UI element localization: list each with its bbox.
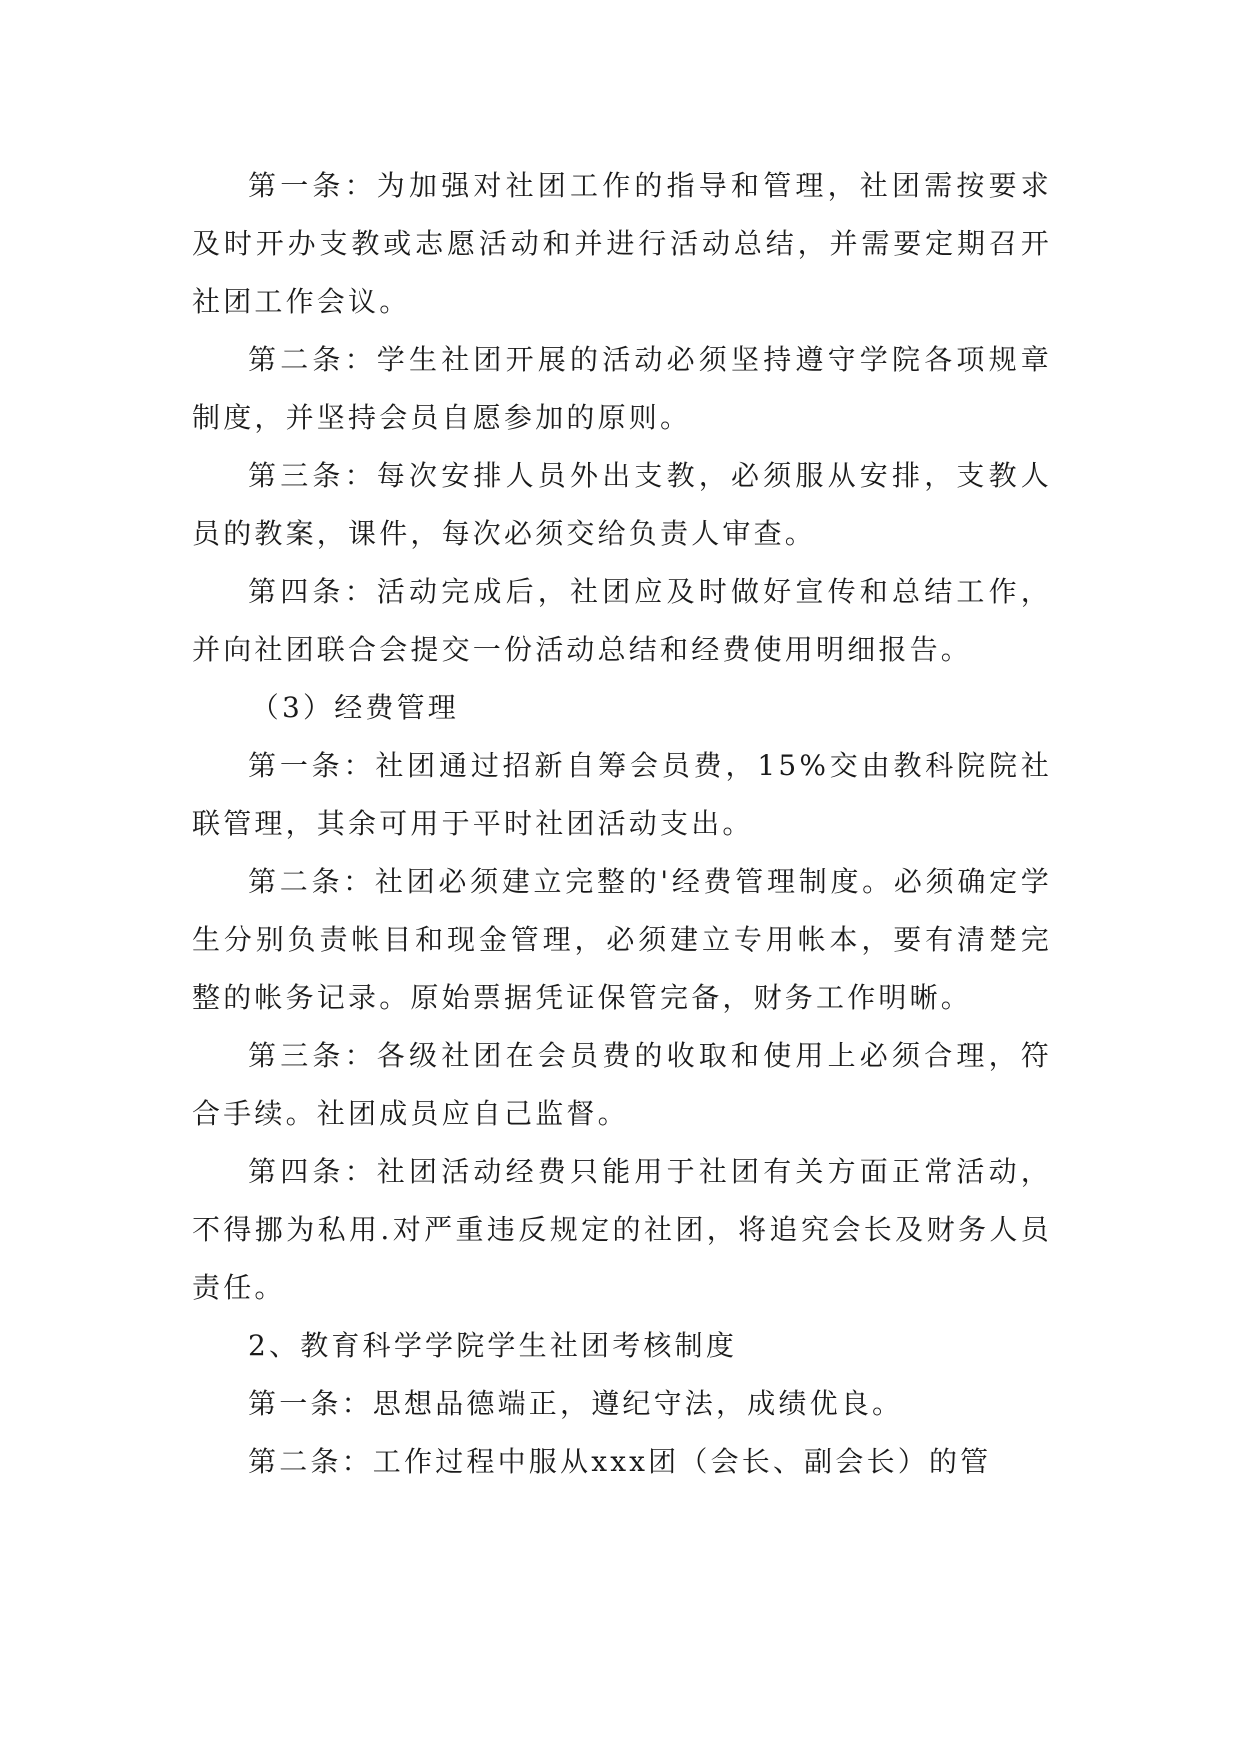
article-4-activity: 第四条：活动完成后，社团应及时做好宣传和总结工作，并向社团联合会提交一份活动总结和经费使用明细报告。 [192,575,1052,666]
article-2-assessment: 第二条：工作过程中服从xxx团（会长、副会长）的管 [248,1445,992,1478]
article-2-activity: 第二条：学生社团开展的活动必须坚持遵守学院各项规章制度，并坚持会员自愿参加的原则。 [192,343,1052,434]
section-heading-funds: （3）经费管理 [250,691,460,724]
article-1-assessment: 第一条：思想品德端正，遵纪守法，成绩优良。 [248,1387,904,1420]
article-4-funds: 第四条：社团活动经费只能用于社团有关方面正常活动，不得挪为私用.对严重违反规定的社团，将追究会长及财务人员责任。 [192,1155,1052,1304]
article-1-funds: 第一条：社团通过招新自筹会员费，15%交由教科院院社联管理，其余可用于平时社团活动支出。 [192,749,1052,840]
article-3-funds: 第三条：各级社团在会员费的收取和使用上必须合理，符合手续。社团成员应自己监督。 [192,1039,1052,1130]
article-1-activity: 第一条：为加强对社团工作的指导和管理，社团需按要求及时开办支教或志愿活动和并进行活动总结，并需要定期召开社团工作会议。 [192,169,1052,318]
article-2-funds: 第二条：社团必须建立完整的'经费管理制度。必须确定学生分别负责帐目和现金管理，必须建立专用帐本，要有清楚完整的帐务记录。原始票据凭证保管完备，财务工作明晰。 [192,865,1052,1014]
section-heading-assessment: 2、教育科学学院学生社团考核制度 [248,1329,738,1362]
article-3-activity: 第三条：每次安排人员外出支教，必须服从安排，支教人员的教案，课件，每次必须交给负责人审查。 [192,459,1052,550]
document-body [192,157,1052,1491]
